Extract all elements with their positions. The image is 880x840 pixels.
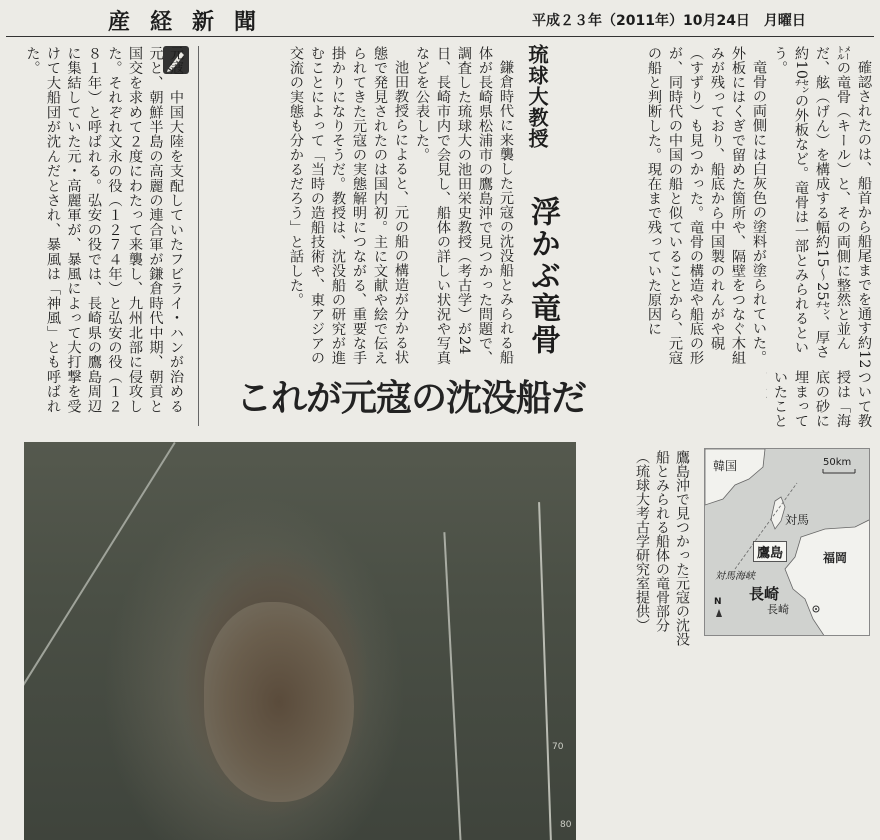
- map-label-nagasaki-pref: 長崎: [749, 585, 780, 603]
- ruler-number: 70: [552, 742, 564, 752]
- newspaper-name: 産経新聞: [108, 9, 277, 35]
- north-indicator-icon: N: [714, 597, 722, 607]
- shipwreck-keel-photo: [24, 442, 576, 840]
- article-detail-block: [572, 46, 874, 370]
- main-headline: 浮かぶ竜骨: [525, 196, 560, 356]
- map-label-tsushima: 対馬: [785, 513, 810, 527]
- issue-date: 平成２３年（2011年）10月24日 月曜日: [532, 13, 806, 29]
- article-paragraph-2: 池田教授らによると、元の船の構造が分かる状態で発見されたのは国内初。主に文献や絵で伝えられてきた元寇の実態解明につながる、重要な手掛かりになりそうだ。教授は、沈没船の研究が進むことによって「当時の造船技術や、東アジアの交流の実態も分かるだろう」と話した。: [288, 46, 409, 365]
- article-lead-block: [214, 46, 516, 376]
- map-scale-label: 50km: [823, 457, 852, 468]
- map-label-fukuoka: 福岡: [823, 551, 848, 565]
- keel-timber: [204, 602, 354, 802]
- measuring-tape: [538, 502, 552, 840]
- locator-map: [704, 448, 870, 636]
- banner-headline: これが元寇の沈没船だ: [236, 378, 587, 419]
- map-label-strait: 対馬海峡: [715, 571, 755, 582]
- map-label-takashima: 鷹島: [753, 541, 787, 562]
- sidebar-explanation: 元寇 中国大陸を支配していたフビライ・ハンが治める元と、朝鮮半島の高麗の連合軍が鎌倉時代中期、朝貢と国交を求めて２度にわたって来襲し、九州北部に侵攻した。それぞれ文永の役（１２７４年）と弘安の役（１２８１年）と呼ばれる。弘安の役では、長崎県の鷹島周辺に集結していた元・高麗軍が、暴風によって大打撃を受けて大船団が沈んだとされ、暴風は「神風」とも呼ばれた。: [24, 46, 184, 414]
- survey-line: [24, 442, 176, 799]
- measuring-tape: [443, 532, 462, 840]
- sub-headline: 琉球大教授: [525, 44, 549, 149]
- map-label-nagasaki-city: 長崎: [767, 603, 789, 616]
- column-divider: [198, 46, 199, 426]
- ruler-number: 80: [560, 820, 572, 830]
- masthead-divider: [6, 36, 874, 37]
- article-paragraph-1: 鎌倉時代に来襲した元寇の沈没船とみられる船体が長崎県松浦市の鷹島沖で見つかった問題で、調査した琉球大の池田栄史教授（考古学）が24日、長崎市内で会見し、船体の詳しい状況や写真などを公表した。: [414, 46, 514, 365]
- map-label-korea: 韓国: [713, 459, 738, 473]
- article-paragraph-4: 竜骨の両側には白灰色の塗料が塗られていた。外板にはくぎで留めた箇所や、隔壁をつなぐ木組みが残っており、船底から中国製のれんがや硯（すずり）も見つかった。竜骨の構造や船底の形が、同時代の中国の船と似ていることから、元寇の船と判断した。現在まで残っていた原因に: [646, 46, 767, 365]
- photo-caption: 鷹島沖で見つかった元寇の沈没船とみられる船体の竜骨部分（琉球大考古学研究室提供）: [634, 450, 690, 646]
- article-paragraph-3: 確認されたのは、船首から船尾までを通す約12㍍の竜骨（キール）と、その両側に整然と並んだ、舷（げん）を構成する幅約15〜25㌢、厚さ約10㌢の外板など。竜骨は一部とみられるという。: [772, 46, 872, 369]
- article-paragraph-4-tail: ついて教授は「海底の砂に埋まっていたこと: [772, 370, 872, 428]
